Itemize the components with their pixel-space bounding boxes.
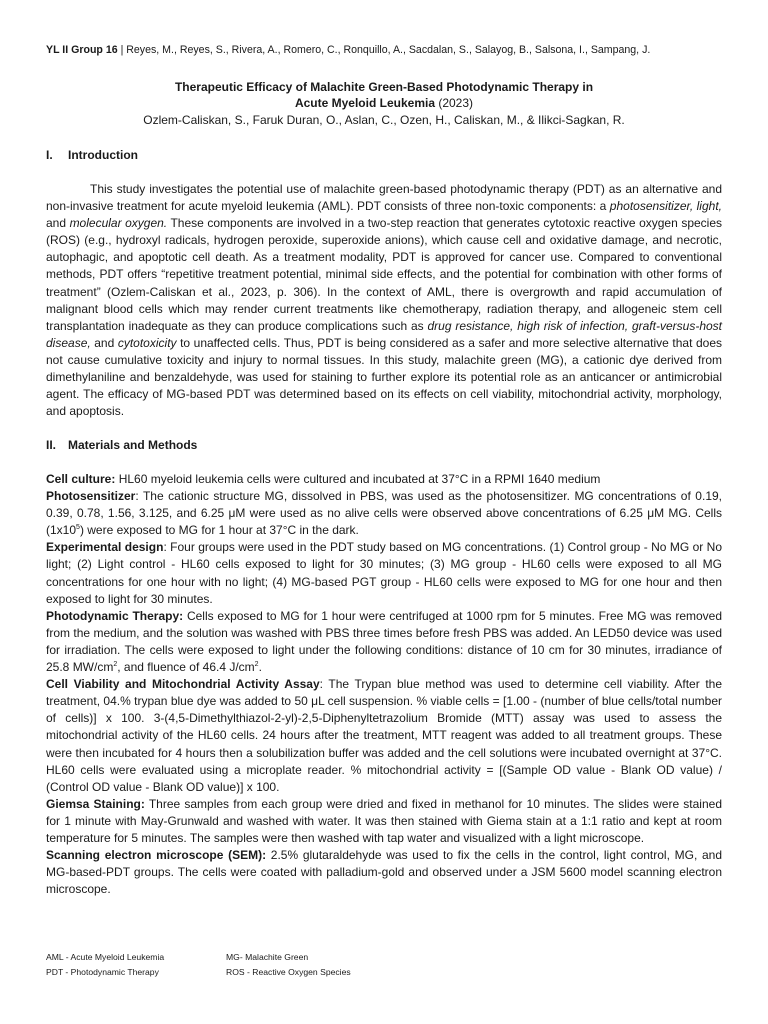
- paper-title-line-2-text: Acute Myeloid Leukemia: [294, 96, 435, 110]
- paper-authors: Ozlem-Caliskan, S., Faruk Duran, O., Aslan, C., Ozen, H., Caliskan, M., & Ilikci-Sagkan, R.: [143, 113, 625, 127]
- label-experimental-design: Experimental design: [46, 540, 164, 555]
- superscript-exponent: 5: [76, 524, 80, 532]
- intro-italic-4: cytotoxicity: [117, 335, 177, 350]
- intro-text-2: and: [46, 216, 70, 231]
- paragraph-sem: [46, 847, 722, 898]
- section-title: Materials and Methods: [68, 438, 198, 452]
- paper-title-block: [46, 79, 722, 129]
- section-heading-methods: [46, 438, 197, 452]
- label-photodynamic-therapy: Photodynamic Therapy:: [46, 608, 184, 623]
- text-viability-assay: : The Trypan blue method was used to determine cell viability. After the treatment, 04.% trypan blue dye was added to 50 μL cell suspension. % viable cells = [1.00 - (number of blue cells/total number of cells)] x 100. 3-(4,5-Dimethylthiazol-2-yl)-2,5-Diphenyltetrazolium Bromide (MTT) assay was used to assess the mitochondrial activity of the HL60 cells. 24 hours after the treatment, MTT reagent was added to all treatment groups. These were then incubated for 4 hours then a solubilization buffer was added and the cell solutions were incubated overnight at 37°C. HL60 cells were evaluated using a microplate reader. % mitochondrial activity = [(Sample OD value - Blank OD value) / (Control OD value - Blank OD value)] x 100.: [46, 677, 722, 794]
- paragraph-viability-assay: [46, 676, 722, 796]
- section-number: II.: [46, 438, 57, 452]
- paragraph-cell-culture: [46, 471, 722, 488]
- text-pdt-a: Cells exposed to MG for 1 hour were centrifuged at 1000 rpm for 5 minutes. Free MG was removed from the medium, and the solution was washed with PBS three times before fresh PBS was added. An LED50 device was used for irradiation. The cells were exposed to light under the following conditions: distance of 10 cm for 30 minutes, irradiance of 25.8 MW/cm: [46, 608, 723, 675]
- text-pdt-c: .: [258, 660, 262, 675]
- text-giemsa-staining: Three samples from each group were dried and fixed in methanol for 10 minutes. The slides were stained for 1 minute with May-Grunwald and washed with water. It was then stained with Giema stain at a 1:1 ratio and kept at room temperature for 5 minutes. The samples were then washed with tap water and visualized with a light microscope.: [46, 796, 722, 845]
- text-cell-culture: HL60 myeloid leukemia cells were cultured and incubated at 37°C in a RPMI 1640 medium: [115, 472, 601, 486]
- paper-year: (2023): [435, 96, 474, 110]
- abbreviation-item: AML - Acute Myeloid Leukemia: [46, 952, 165, 962]
- intro-italic-2: molecular oxygen.: [69, 216, 168, 231]
- paragraph-giemsa-staining: [46, 796, 722, 847]
- paper-title-line-1: Therapeutic Efficacy of Malachite Green-Based Photodynamic Therapy in: [174, 80, 594, 94]
- label-viability-assay: Cell Viability and Mitochondrial Activity Assay: [46, 677, 320, 692]
- abbreviation-item: PDT - Photodynamic Therapy: [46, 967, 159, 977]
- label-cell-culture: Cell culture:: [46, 472, 116, 486]
- abbreviation-item: ROS - Reactive Oxygen Species: [226, 967, 351, 977]
- introduction-body: [46, 181, 722, 420]
- superscript-exponent: 2: [113, 661, 118, 669]
- abbreviation-column-1: [46, 950, 246, 980]
- intro-italic-3: drug resistance, high risk of infection, graft-versus-host disease,: [46, 318, 722, 350]
- label-photosensitizer: Photosensitizer: [46, 489, 136, 504]
- text-pdt-b: , and fluence of 46.4 J/cm: [117, 660, 255, 675]
- text-photosensitizer-b: ) were exposed to MG for 1 hour at 37°C in the dark.: [79, 523, 359, 538]
- intro-text-5: to unaffected cells. Thus, PDT is being considered as a safer and more selective alternative that does not cause cumulative toxicity and injury to normal tissues. In this study, malachite green (MG), a cationic dye derived from dimethylaniline and benzaldehyde, was used for staining to further explore its potential role as an anticancer or antimicrobial agent. The efficacy of MG-based PDT was determined based on its effects on cell viability, mitochondrial activity, morphology, and apoptosis.: [46, 335, 722, 419]
- paragraph-photosensitizer: [46, 488, 722, 539]
- intro-text-4: and: [90, 335, 118, 350]
- text-photosensitizer-a: : The cationic structure MG, dissolved in PBS, was used as the photosensitizer. MG concentrations of 0.19, 0.39, 0.78, 1.56, 3.125, and 6.25 μM were used as no alive cells were observed above concentrations of 6.25 μM MG. Cells (1x10: [46, 489, 722, 538]
- section-title: Introduction: [68, 148, 138, 162]
- running-header: [46, 44, 736, 56]
- paragraph-photodynamic-therapy: [46, 608, 722, 676]
- text-experimental-design: : Four groups were used in the PDT study based on MG concentrations. (1) Control group - No MG or No light; (2) Light control - HL60 cells exposed to light for 30 minutes; (3) MG group - HL60 cells were exposed to all MG concentrations for one hour with no light; (4) MG-based PGT group - HL60 cells were exposed to MG for one hour and then exposed to light for 30 minutes.: [46, 540, 722, 606]
- paragraph-experimental-design: [46, 539, 722, 607]
- paper-title-line-2: [46, 95, 722, 111]
- label-giemsa-staining: Giemsa Staining:: [46, 796, 145, 811]
- abbreviation-item: MG- Malachite Green: [226, 952, 309, 962]
- group-members: Reyes, M., Reyes, S., Rivera, A., Romero, C., Ronquillo, A., Sacdalan, S., Salayog, B., Salsona, I., Sampang, J.: [126, 44, 651, 56]
- group-name: YL II Group 16: [46, 44, 118, 56]
- intro-italic-1: photosensitizer, light,: [609, 199, 722, 214]
- intro-text-3: These components are involved in a two-step reaction that generates cytotoxic reactive oxygen species (ROS) (e.g., hydroxyl radicals, hydrogen peroxide, superoxide anions), which cause cell and oxidative damage, and necrotic, autophagic, and apoptotic cell death. As a treatment modality, PDT is approved for cancer use. Compared to conventional methods, PDT offers “repetitive treatment potential, minimal side effects, and the potential for combination with other forms of treatment” (Ozlem-Caliskan et al., 2023, p. 306). In the context of AML, there is overgrowth and rapid accumulation of malignant blood cells which may render current treatments like chemotherapy, radiation therapy, and allogeneic stem cell transplantation inadequate as they can produce complications such as: [46, 216, 722, 333]
- introduction-paragraph: [46, 181, 722, 420]
- label-sem: Scanning electron microscope (SEM):: [46, 848, 267, 863]
- abbreviation-column-2: [226, 950, 426, 980]
- superscript-exponent: 2: [254, 661, 259, 669]
- section-number: I.: [46, 148, 53, 162]
- header-separator: |: [117, 44, 127, 56]
- methods-body: [46, 471, 722, 898]
- section-heading-introduction: [46, 148, 138, 162]
- text-sem: 2.5% glutaraldehyde was used to fix the cells in the control, light control, MG, and MG-based-PDT groups. The cells were coated with palladium-gold and observed under a JSM 5600 model scanning electron microscope.: [46, 848, 722, 897]
- intro-text-1: This study investigates the potential use of malachite green-based photodynamic therapy (PDT) as an alternative and non-invasive treatment for acute myeloid leukemia (AML). PDT consists of three non-toxic components: a: [46, 182, 722, 214]
